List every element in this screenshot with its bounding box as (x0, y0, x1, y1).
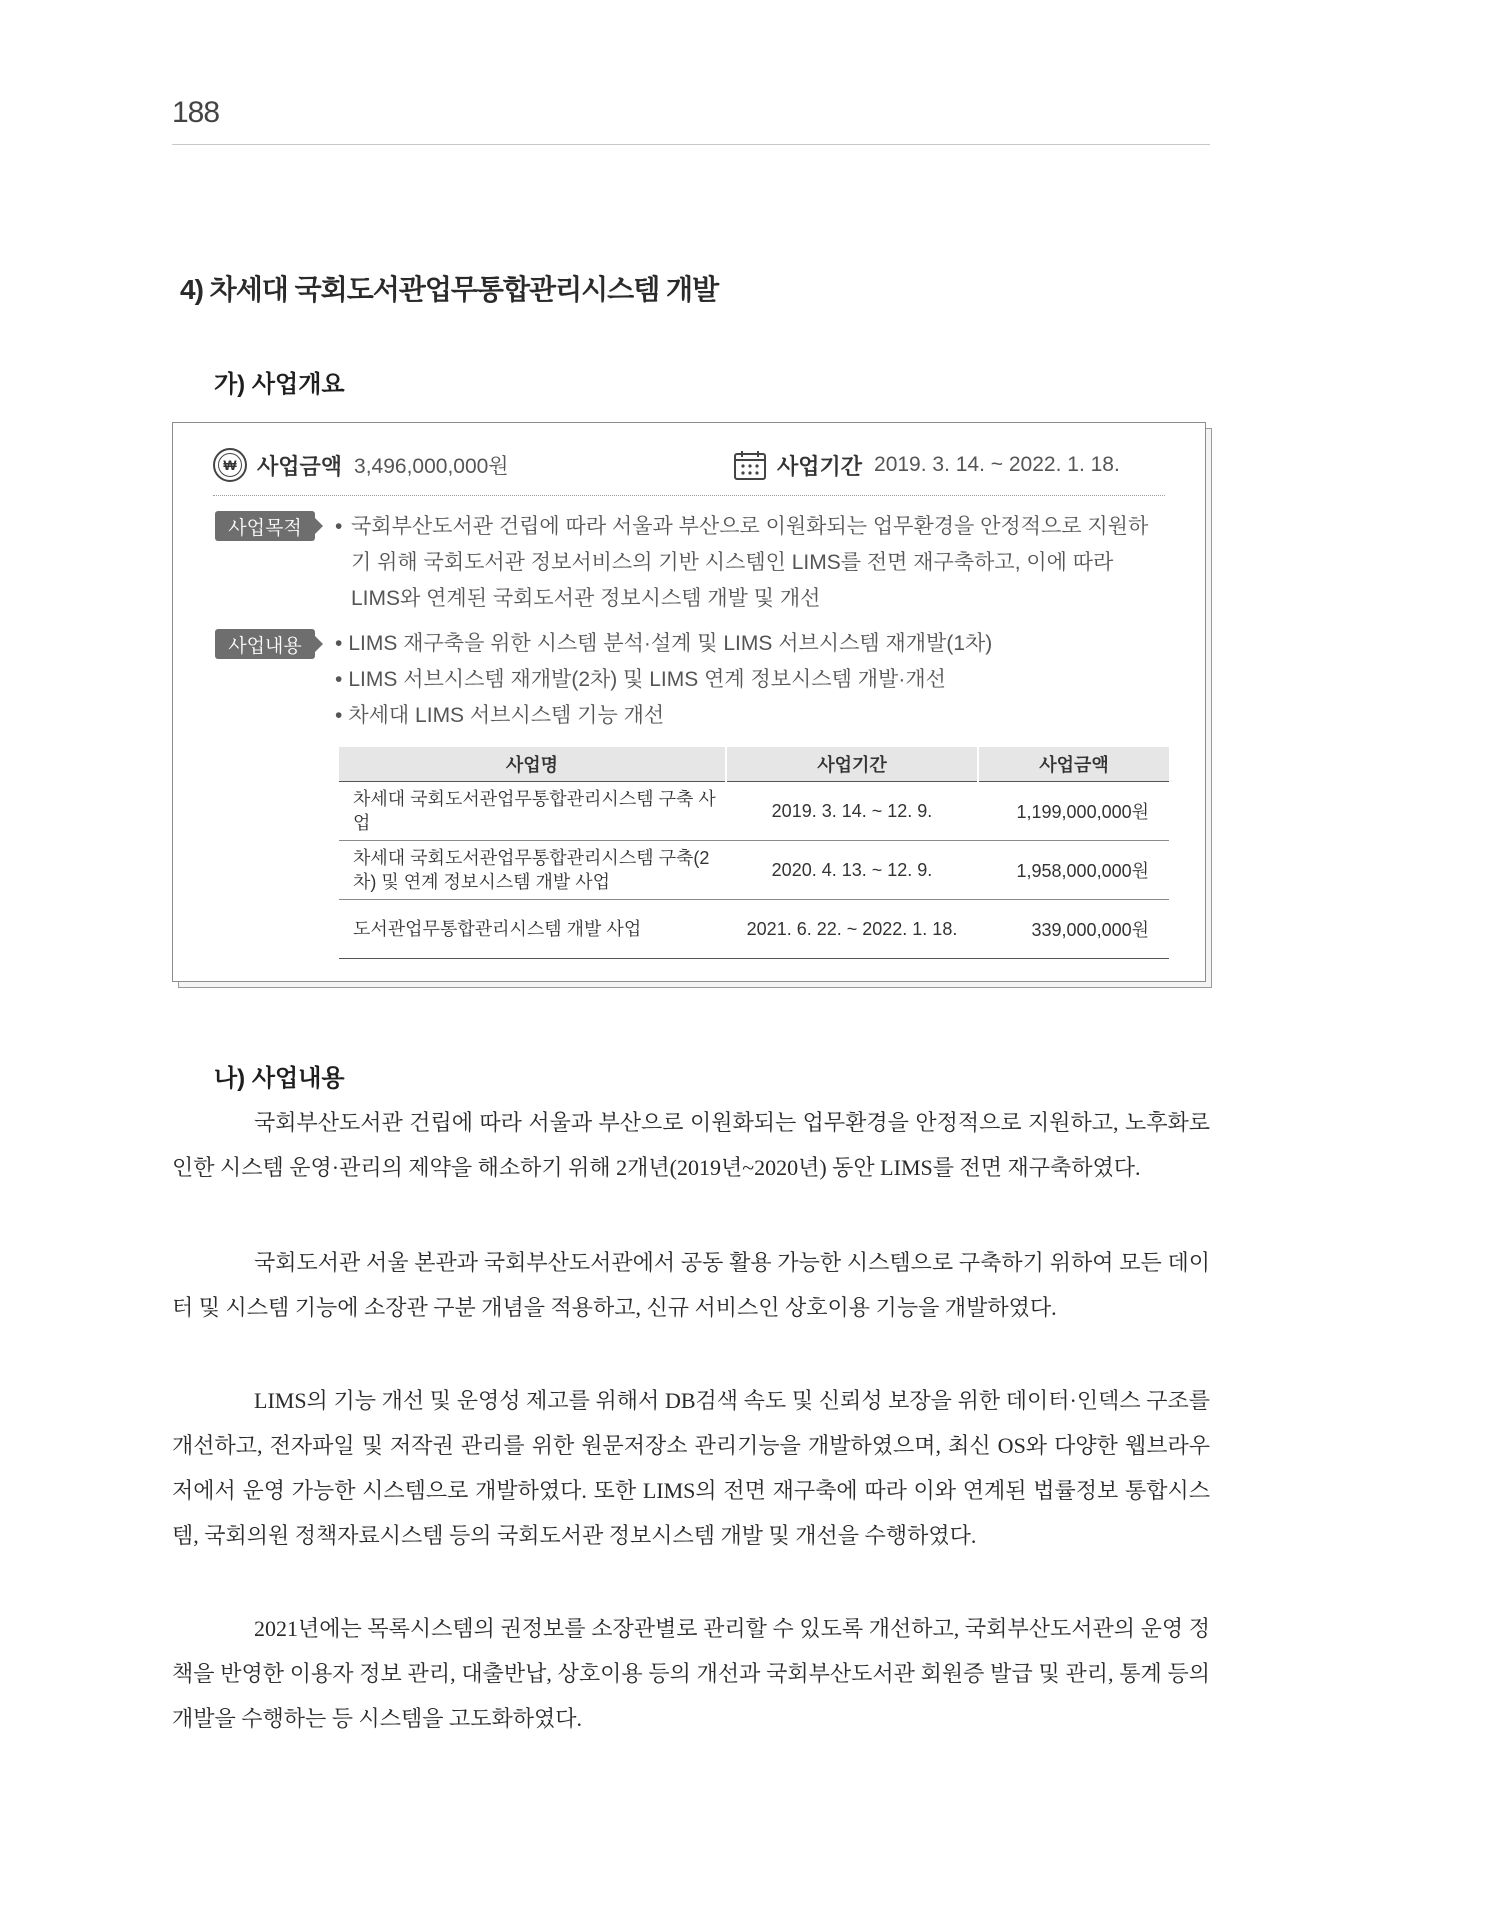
project-period: 2020. 4. 13. ~ 12. 9. (726, 841, 978, 900)
page-number: 188 (172, 96, 220, 129)
won-coin-icon: ₩ (213, 448, 247, 482)
header-project-amount: 사업금액 (978, 747, 1169, 782)
table-row (339, 900, 1169, 959)
summary-row (213, 443, 1165, 487)
project-amount: 339,000,000원 (978, 900, 1169, 959)
content-item: • LIMS 서브시스템 재개발(2차) 및 LIMS 연계 정보시스템 개발·개선 (335, 668, 946, 691)
period-label: 사업기간 (777, 453, 863, 479)
calendar-icon (733, 449, 767, 481)
section-title: 4) 차세대 국회도서관업무통합관리시스템 개발 (180, 274, 719, 305)
project-amount: 1,199,000,000원 (978, 782, 1169, 841)
dotted-divider (213, 495, 1165, 496)
overview-box (172, 422, 1206, 982)
purpose-text: 국회부산도서관 건립에 따라 서울과 부산으로 이원화되는 업무환경을 안정적으로 지원하기 위해 국회도서관 정보서비스의 기반 시스템인 LIMS를 전면 재구축하고, 이에 따라 LIMS와 연계된 국회도서관 정보시스템 개발 및 개선 (351, 515, 1149, 610)
header-rule (172, 144, 1210, 145)
header-project-period: 사업기간 (726, 747, 978, 782)
body-paragraph: 국회도서관 서울 본관과 국회부산도서관에서 공동 활용 가능한 시스템으로 구축하기 위하여 모든 데이터 및 시스템 기능에 소장관 구분 개념을 적용하고, 신규 서비스인 상호이용 기능을 개발하였다. (172, 1250, 1210, 1320)
content-tag: 사업내용 (215, 629, 315, 659)
project-name: 차세대 국회도서관업무통합관리시스템 구축(2차) 및 연계 정보시스템 개발 사업 (339, 841, 726, 900)
project-period: 2019. 3. 14. ~ 12. 9. (726, 782, 978, 841)
header-project-name: 사업명 (339, 747, 726, 782)
purpose-bullet: • 국회부산도서관 건립에 따라 서울과 부산으로 이원화되는 업무환경을 안정적으로 지원하기 위해 국회도서관 정보서비스의 기반 시스템인 LIMS를 전면 재구축하고, 이에 따라 LIMS와 연계된 국회도서관 정보시스템 개발 및 개선 (335, 509, 1165, 617)
body-paragraph: 국회부산도서관 건립에 따라 서울과 부산으로 이원화되는 업무환경을 안정적으로 지원하고, 노후화로 인한 시스템 운영·관리의 제약을 해소하기 위해 2개년(2019년~2020년) 동안 LIMS를 전면 재구축하였다. (172, 1110, 1210, 1180)
purpose-tag: 사업목적 (215, 511, 315, 541)
table-row (339, 841, 1169, 900)
table-row (339, 782, 1169, 841)
amount-summary (213, 443, 509, 487)
project-table (339, 747, 1169, 959)
project-amount: 1,958,000,000원 (978, 841, 1169, 900)
content-item: • 차세대 LIMS 서브시스템 기능 개선 (335, 704, 665, 727)
period-summary (733, 443, 1120, 487)
period-value: 2019. 3. 14. ~ 2022. 1. 18. (874, 453, 1120, 476)
overview-title: 가) 사업개요 (214, 371, 345, 398)
body-paragraph: 2021년에는 목록시스템의 권정보를 소장관별로 관리할 수 있도록 개선하고, 국회부산도서관의 운영 정책을 반영한 이용자 정보 관리, 대출반납, 상호이용 등의 개선과 국회부산도서관 회원증 발급 및 관리, 통계 등의 개발을 수행하는 등 시스템을 고도화하였다. (172, 1616, 1210, 1731)
amount-value: 3,496,000,000원 (354, 455, 509, 478)
content-item: • LIMS 재구축을 위한 시스템 분석·설계 및 LIMS 서브시스템 재개발(1차) (335, 632, 993, 655)
body-paragraph: LIMS의 기능 개선 및 운영성 제고를 위해서 DB검색 속도 및 신뢰성 보장을 위한 데이터·인덱스 구조를 개선하고, 전자파일 및 저작권 관리를 위한 원문저장소 관리기능을 개발하였으며, 최신 OS와 다양한 웹브라우저에서 운영 가능한 시스템으로 개발하였다. 또한 LIMS의 전면 재구축에 따라 이와 연계된 법률정보 통합시스템, 국회의원 정책자료시스템 등의 국회도서관 정보시스템 개발 및 개선을 수행하였다. (172, 1388, 1210, 1548)
project-name: 차세대 국회도서관업무통합관리시스템 구축 사업 (339, 782, 726, 841)
project-name: 도서관업무통합관리시스템 개발 사업 (339, 900, 726, 959)
project-period: 2021. 6. 22. ~ 2022. 1. 18. (726, 900, 978, 959)
amount-label: 사업금액 (257, 453, 343, 479)
content-title: 나) 사업내용 (214, 1065, 345, 1092)
